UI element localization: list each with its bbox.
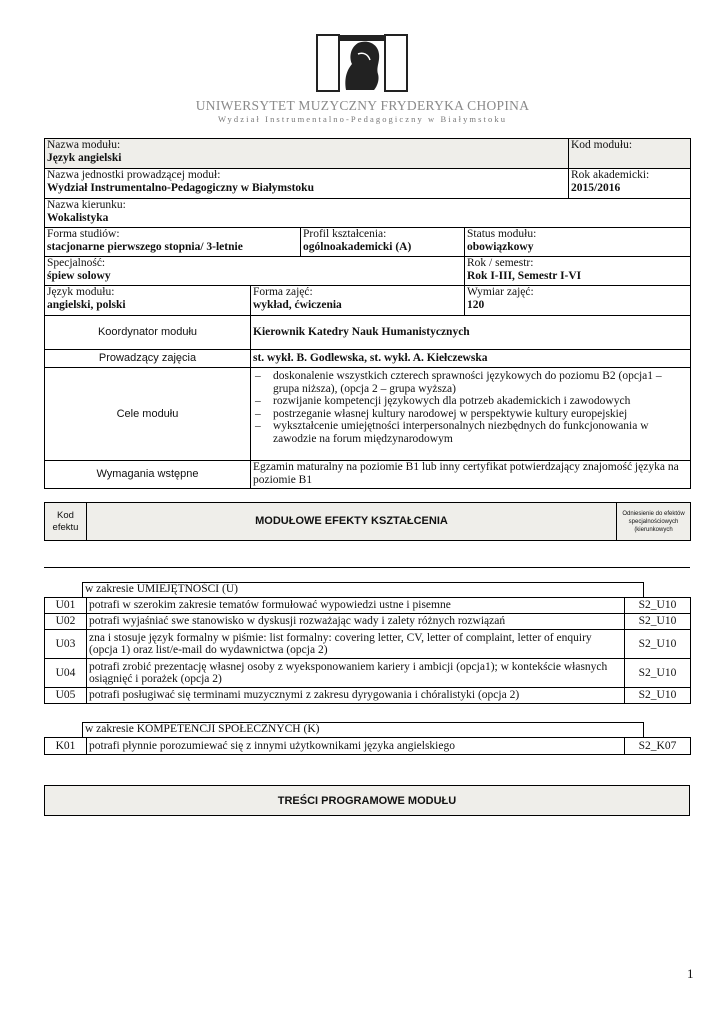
academic-year-cell: Rok akademicki: 2015/2016 xyxy=(569,169,691,199)
profile-cell: Profil kształcenia: ogólnoakademicki (A) xyxy=(301,228,465,257)
module-name-cell: Nazwa modułu: Język angielski xyxy=(45,139,569,169)
module-code-cell: Kod modułu: xyxy=(569,139,691,169)
effect-ref: S2_K07 xyxy=(625,738,691,755)
social-title: w zakresie KOMPETENCJI SPOŁECZNYCH (K) xyxy=(83,723,644,738)
skills-title: w zakresie UMIEJĘTNOŚCI (U) xyxy=(83,583,644,598)
effect-text: potrafi zrobić prezentację własnej osoby z wyeksponowaniem kariery i ambicji (opcja1); w kontekście własnych osiągnięć i porażek (opcja 2) xyxy=(87,659,625,688)
table-row xyxy=(45,659,691,688)
table-row xyxy=(45,614,691,630)
requirements-value: Egzamin maturalny na poziomie B1 lub inny certyfikat potwierdzający znajomość języka na poziomie B1 xyxy=(251,461,691,489)
coordinator-label: Koordynator modułu xyxy=(45,316,251,350)
social-table xyxy=(44,737,691,755)
skills-title-row xyxy=(82,582,644,598)
semester-cell: Rok / semestr: Rok I-III, Semestr I-VI xyxy=(465,257,691,286)
effects-header xyxy=(44,502,691,541)
classes-form-cell: Forma zajęć: wykład, ćwiczenia xyxy=(251,286,465,316)
table-row xyxy=(45,688,691,704)
goal-item: – wykształcenie umiejętności interpersonalnych niezbędnych do funkcjonowania w zawodzie na forum międzynarodowym xyxy=(253,420,688,445)
goal-item: – postrzeganie własnej kultury narodowej w perspektywie kultury europejskiej xyxy=(253,408,688,421)
effect-ref: S2_U10 xyxy=(625,630,691,659)
effect-code: U02 xyxy=(45,614,87,630)
effect-ref: S2_U10 xyxy=(625,598,691,614)
effect-code: U05 xyxy=(45,688,87,704)
coordinator-value: Kierownik Katedry Nauk Humanistycznych xyxy=(251,316,691,350)
effect-ref: S2_U10 xyxy=(625,659,691,688)
skills-table xyxy=(44,597,691,704)
section-divider xyxy=(44,567,690,568)
goal-item: – rozwijanie kompetencji językowych dla potrzeb akademickich i zawodowych xyxy=(253,395,688,408)
effect-code: U01 xyxy=(45,598,87,614)
unit-cell: Nazwa jednostki prowadzącej moduł: Wydział Instrumentalno-Pedagogiczny w Białymstoku xyxy=(45,169,569,199)
module-info-table xyxy=(44,138,691,489)
requirements-label: Wymagania wstępne xyxy=(45,461,251,489)
effect-code: U03 xyxy=(45,630,87,659)
teachers-value: st. wykł. B. Godlewska, st. wykł. A. Kiełczewska xyxy=(251,350,691,368)
specialty-cell: Specjalność: śpiew solowy xyxy=(45,257,465,286)
effect-text: zna i stosuje język formalny w piśmie: list formalny: covering letter, CV, letter of complaint, letter of enquiry (opcja 1) oraz list/e-mail do wydawnictwa (opcja 2) xyxy=(87,630,625,659)
effects-title: MODUŁOWE EFEKTY KSZTAŁCENIA xyxy=(87,503,617,541)
status-cell: Status modułu: obowiązkowy xyxy=(465,228,691,257)
effect-code-header: Kod efektu xyxy=(45,503,87,541)
effect-code: K01 xyxy=(45,738,87,755)
effect-text: potrafi wyjaśniać swe stanowisko w dyskusji rozważając wady i zalety różnych rozwiązań xyxy=(87,614,625,630)
effects-reference-header: Odniesienie do efektów specjalnościowych (kierunkowych xyxy=(617,503,691,541)
table-row xyxy=(45,738,691,755)
program-contents-title: TREŚCI PROGRAMOWE MODUŁU xyxy=(44,785,690,816)
effect-ref: S2_U10 xyxy=(625,688,691,704)
teachers-label: Prowadzący zajęcia xyxy=(45,350,251,368)
effect-code: U04 xyxy=(45,659,87,688)
effect-text: potrafi płynnie porozumiewać się z innymi użytkownikami języka angielskiego xyxy=(87,738,625,755)
table-row xyxy=(45,630,691,659)
goals-list xyxy=(251,368,691,461)
page-number: 1 xyxy=(687,966,694,981)
university-logo xyxy=(316,34,408,92)
goals-label: Cele modułu xyxy=(45,368,251,461)
table-row xyxy=(45,598,691,614)
study-form-cell: Forma studiów: stacjonarne pierwszego stopnia/ 3-letnie xyxy=(45,228,301,257)
university-name: UNIWERSYTET MUZYCZNY FRYDERYKA CHOPINA xyxy=(195,98,530,113)
field-cell: Nazwa kierunku: Wokalistyka xyxy=(45,199,691,228)
effect-text: potrafi w szerokim zakresie tematów formułować wypowiedzi ustne i pisemne xyxy=(87,598,625,614)
hours-cell: Wymiar zajęć: 120 xyxy=(465,286,691,316)
goal-item: – doskonalenie wszystkich czterech sprawności językowych do poziomu B2 (opcja1 – grupa niższa), (opcja 2 – grupa wyższa) xyxy=(253,370,688,395)
faculty-name: Wydział Instrumentalno-Pedagogiczny w Białymstoku xyxy=(217,114,508,124)
social-title-row xyxy=(82,722,644,738)
effect-ref: S2_U10 xyxy=(625,614,691,630)
effect-text: potrafi posługiwać się terminami muzycznymi z zakresu dyrygowania i chóralistyki (opcja 2) xyxy=(87,688,625,704)
language-cell: Język modułu: angielski, polski xyxy=(45,286,251,316)
